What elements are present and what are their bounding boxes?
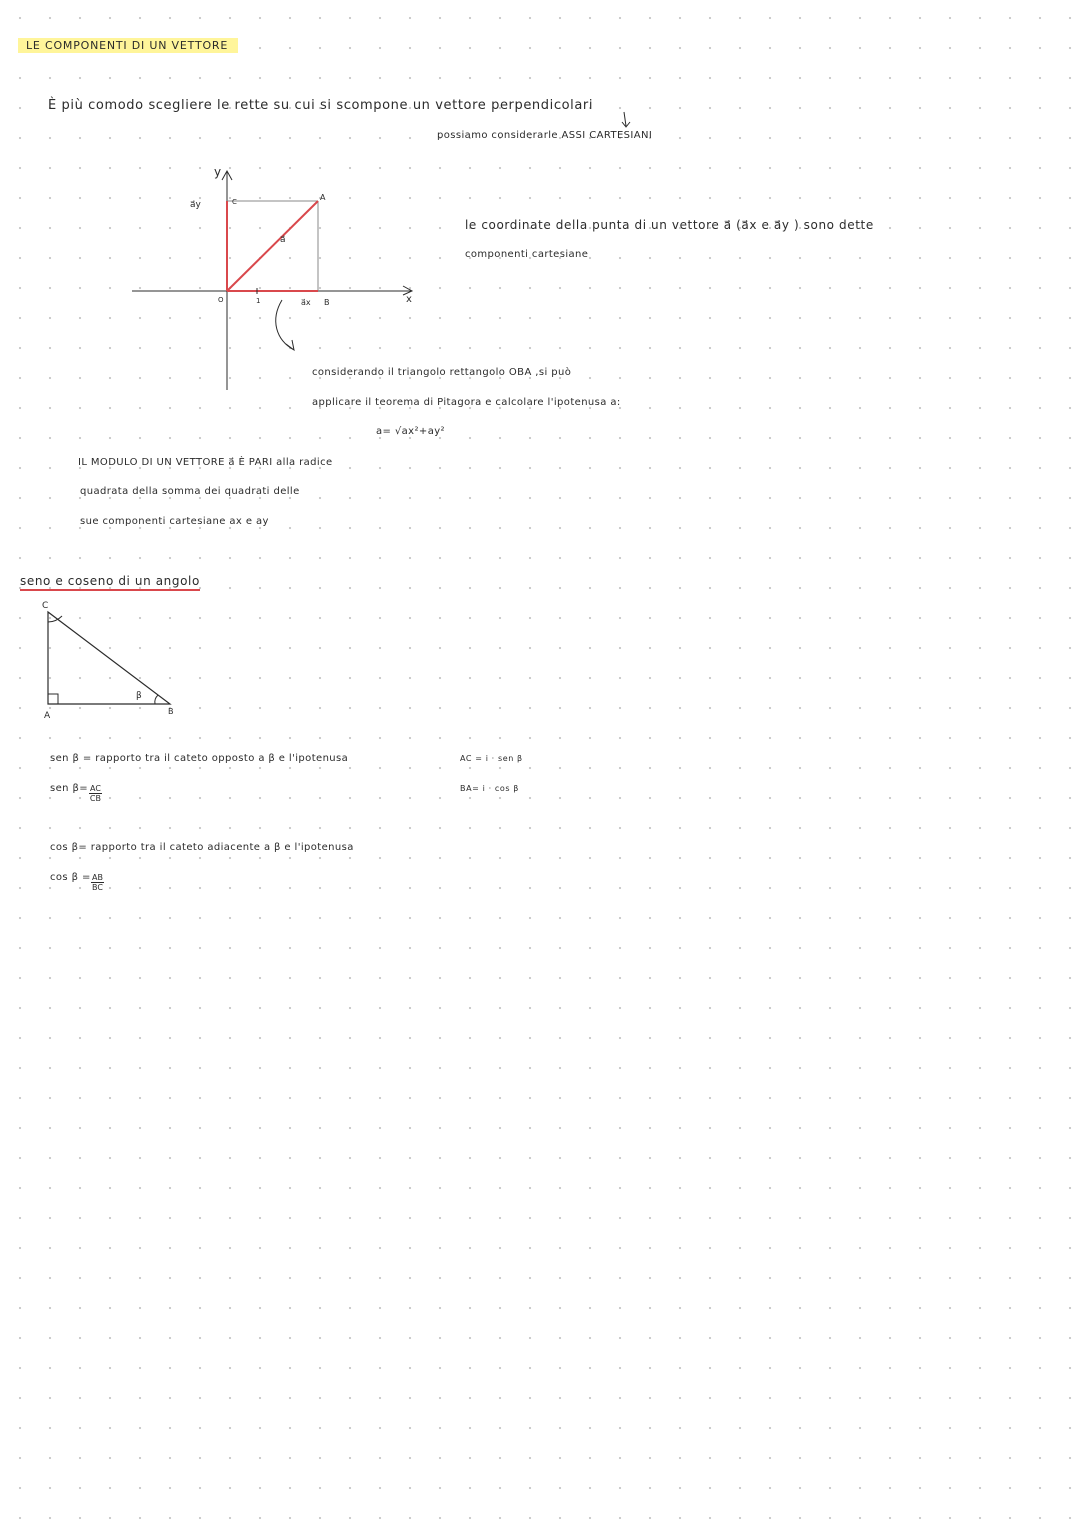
pythagoras-formula: a= √ax²+ay² bbox=[376, 426, 445, 437]
ay-label: a⃗y bbox=[190, 200, 201, 210]
sen-definition: sen β = rapporto tra il cateto opposto a β e l'ipotenusa bbox=[50, 753, 349, 764]
point-a-label: A bbox=[320, 193, 326, 202]
x-axis-label: x bbox=[406, 294, 412, 305]
right-triangle bbox=[36, 598, 186, 722]
cos-formula-lhs: cos β = bbox=[50, 872, 91, 883]
vector-a bbox=[227, 201, 318, 291]
right-angle-mark bbox=[48, 694, 58, 704]
point-b-label: B bbox=[324, 298, 330, 307]
modulus-line-3: sue componenti cartesiane ax e ay bbox=[80, 516, 269, 527]
pythagoras-line-1: considerando il triangolo rettangolo OBA ,si può bbox=[312, 367, 572, 378]
intro-line-1: È più comodo scegliere le rette su cui si scompone un vettore perpendicolari bbox=[48, 98, 594, 113]
sen-denominator: CB bbox=[89, 794, 101, 803]
point-c-label: C bbox=[232, 198, 237, 206]
cos-definition: cos β= rapporto tra il cateto adiacente a β e l'ipotenusa bbox=[50, 842, 354, 853]
modulus-line-1: IL MODULO DI UN VETTORE a⃗ È PARI alla radice bbox=[78, 457, 333, 468]
triangle-vertex-a: A bbox=[44, 711, 51, 721]
unit-label: 1 bbox=[256, 297, 261, 305]
cos-numerator: AB bbox=[92, 873, 103, 882]
origin-label: O bbox=[218, 296, 224, 304]
section-heading: seno e coseno di un angolo bbox=[20, 574, 200, 591]
y-axis-label: y bbox=[214, 165, 222, 179]
intro-line-2: possiamo considerarle ASSI CARTESIANI bbox=[437, 130, 653, 141]
components-note-line-2: componenti cartesiane bbox=[465, 249, 589, 260]
ba-formula: BA= i · cos β bbox=[460, 784, 519, 793]
curved-arrow-icon bbox=[276, 300, 294, 350]
page-title: LE COMPONENTI DI UN VETTORE bbox=[18, 38, 238, 53]
modulus-line-2: quadrata della somma dei quadrati delle bbox=[80, 486, 300, 497]
sen-fraction bbox=[89, 784, 102, 803]
sen-numerator: AC bbox=[90, 784, 101, 793]
cos-denominator: BC bbox=[92, 883, 103, 892]
cartesian-graph bbox=[120, 160, 430, 400]
down-arrow-icon bbox=[620, 112, 632, 130]
ac-formula: AC = i · sen β bbox=[460, 754, 523, 763]
vector-a-label: a⃗ bbox=[280, 235, 286, 245]
ax-label: a⃗x bbox=[301, 298, 311, 307]
triangle-angle-beta: β bbox=[136, 691, 142, 701]
sen-formula-lhs: sen β= bbox=[50, 783, 89, 794]
triangle-vertex-b: B bbox=[168, 707, 174, 716]
triangle-shape bbox=[48, 612, 170, 704]
components-note-line-1: le coordinate della punta di un vettore a⃗ (a⃗x e a⃗y ) sono dette bbox=[465, 218, 874, 232]
cos-fraction bbox=[91, 873, 104, 892]
pythagoras-line-2: applicare il teorema di Pitagora e calcolare l'ipotenusa a: bbox=[312, 397, 621, 408]
angle-beta-mark bbox=[155, 695, 158, 704]
triangle-vertex-c: C bbox=[42, 601, 49, 611]
